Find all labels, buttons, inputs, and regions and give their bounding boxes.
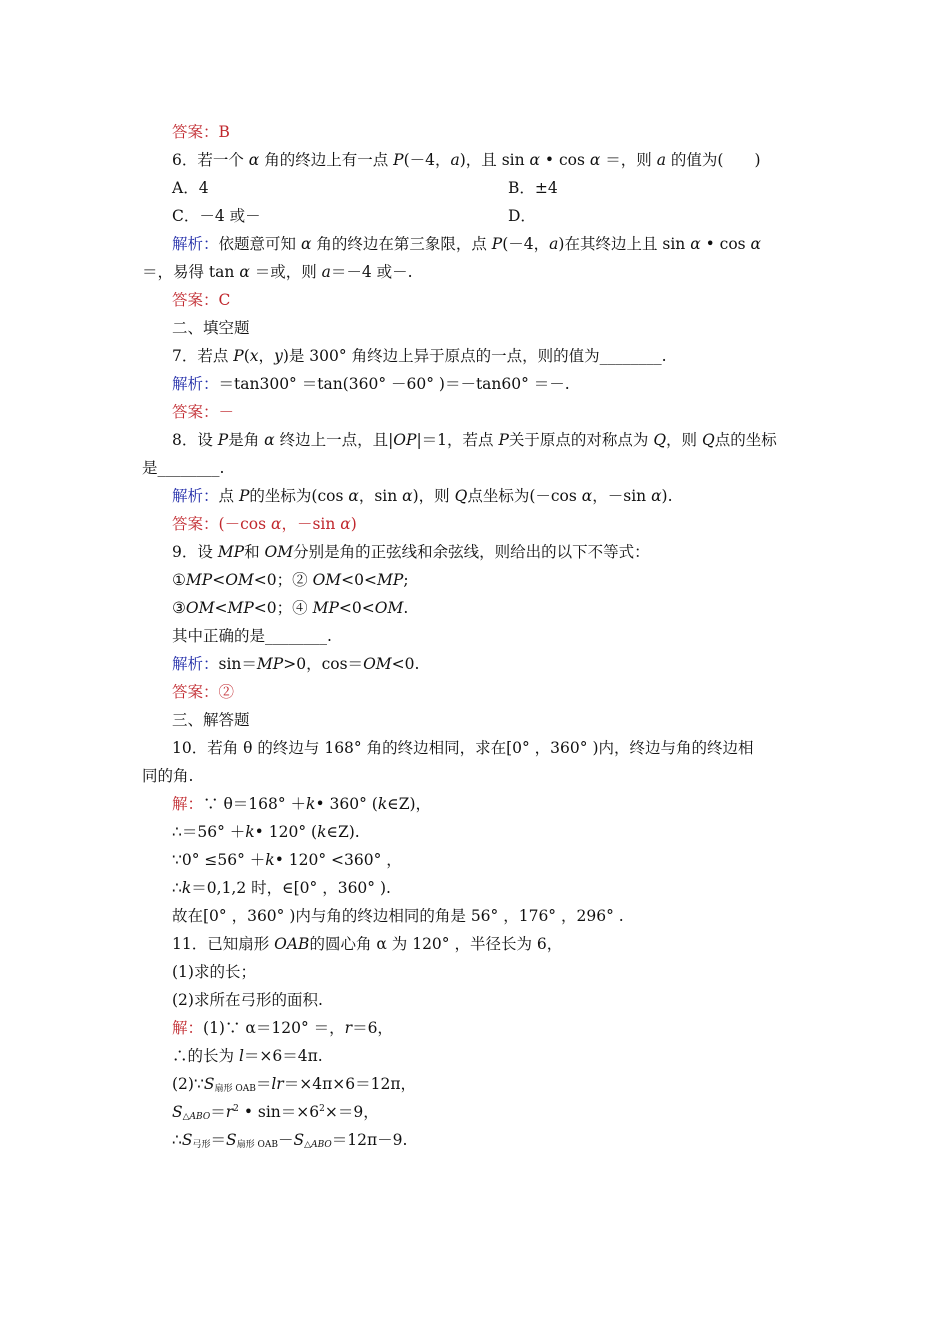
- text-run: ，－sin: [592, 487, 652, 505]
- text-run: α: [529, 151, 540, 169]
- question-11: [172, 934, 562, 954]
- answer-line: [172, 514, 357, 534]
- text-run: l: [271, 1075, 277, 1093]
- solution-11-step2: [172, 1046, 323, 1066]
- text-run: OM: [185, 599, 215, 617]
- text-run: OM: [312, 571, 342, 589]
- text-run: 解：: [172, 795, 204, 813]
- text-run: α: [750, 235, 762, 253]
- answer-line: [172, 682, 234, 702]
- text-run: Q: [454, 487, 468, 505]
- text-run: <0；②: [253, 571, 313, 589]
- solution-10-step3: [172, 850, 402, 870]
- text-run: ②: [218, 683, 235, 701]
- text-run: ＝6，: [352, 1019, 393, 1037]
- question-11-part2: (2)求所在弓形的面积.: [172, 991, 323, 1009]
- text-run: • cos: [700, 235, 751, 253]
- text-run: 解析：: [172, 655, 219, 673]
- text-run: ＝－4 或－.: [330, 263, 413, 281]
- text-run: α: [589, 151, 601, 169]
- text-run: C: [218, 291, 231, 309]
- text-run: MP: [217, 543, 245, 561]
- text-run: sin＝: [218, 655, 257, 673]
- text-run: k: [181, 879, 192, 897]
- text-run: 2: [319, 1104, 325, 1114]
- question-6: [172, 150, 761, 170]
- text-run: >0，cos＝: [283, 655, 364, 673]
- text-run: ＝×6＝4π.: [243, 1047, 323, 1065]
- option-d: D．: [508, 207, 536, 225]
- text-run: <0<: [341, 571, 377, 589]
- text-run: 点的坐标: [714, 431, 777, 449]
- text-run: <0；④: [253, 599, 313, 617]
- text-run: l: [238, 1047, 244, 1065]
- text-run: 7．若点: [172, 347, 234, 365]
- text-run: 分别是角的正弦线和余弦线，则给出的以下不等式：: [293, 543, 650, 561]
- text-run: 点坐标为(－cos: [467, 487, 582, 505]
- text-run: α: [340, 515, 351, 533]
- text-run: △ABO: [304, 1140, 332, 1150]
- text-run: OAB: [274, 935, 310, 953]
- text-run: 9．设: [172, 543, 218, 561]
- text-run: ③: [172, 599, 186, 617]
- text-run: k: [317, 823, 327, 841]
- text-run: ∴的长为: [172, 1047, 239, 1065]
- text-run: 和: [244, 543, 265, 561]
- text-run: .: [403, 599, 409, 617]
- text-run: ;: [403, 571, 409, 589]
- text-run: OM: [374, 599, 404, 617]
- text-run: α: [239, 263, 250, 281]
- text-run: α: [248, 151, 260, 169]
- text-run: ＝0,1,2 时，∈[0° ，360° ).: [191, 879, 391, 897]
- text-run: ＝: [210, 1103, 226, 1121]
- text-run: • cos: [540, 151, 590, 169]
- text-run: r: [344, 1019, 353, 1037]
- text-run: 是角: [228, 431, 265, 449]
- text-run: ): [350, 515, 357, 533]
- text-run: S: [226, 1131, 237, 1149]
- text-run: ∴: [172, 1131, 182, 1149]
- text-run: ∴: [172, 879, 182, 897]
- text-run: －: [218, 403, 235, 421]
- text-run: x: [249, 347, 259, 365]
- text-run: ＝，则: [600, 151, 657, 169]
- text-run: α: [690, 235, 701, 253]
- inequality-options-1: [172, 570, 409, 590]
- text-run: △ABO: [182, 1112, 211, 1122]
- text-run: 答案：: [172, 403, 219, 421]
- text-run: a: [656, 151, 666, 169]
- text-run: ∵0° ≤56° ＋: [172, 851, 266, 869]
- answer-line: [172, 402, 234, 422]
- text-run: )是 300° 角终边上异于原点的一点，则的值为________.: [282, 347, 667, 365]
- text-run: <: [212, 571, 226, 589]
- option-a: A．4: [172, 179, 209, 197]
- inequality-options-2: [172, 598, 408, 618]
- text-run: (: [243, 347, 250, 365]
- text-run: －: [278, 1131, 294, 1149]
- text-run: • 120° (: [254, 823, 318, 841]
- solution-11-step4: [172, 1102, 379, 1122]
- text-run: k: [265, 851, 275, 869]
- text-run: ×＝9，: [324, 1103, 379, 1121]
- analysis-6-line2: [142, 262, 413, 282]
- text-run: ＝×4π×6＝12π，: [283, 1075, 417, 1093]
- text-run: ＝，易得 tan: [142, 263, 240, 281]
- text-run: ∴＝56° ＋: [172, 823, 246, 841]
- text-run: Q: [653, 431, 667, 449]
- text-run: 2: [233, 1104, 239, 1114]
- text-run: 终边上一点，且|: [274, 431, 394, 449]
- text-run: <0.: [391, 655, 420, 673]
- text-run: )，且 sin: [459, 151, 530, 169]
- question-10-line2: 同的角.: [142, 767, 194, 785]
- text-run: 关于原点的对称点为: [508, 431, 654, 449]
- analysis-9: [172, 654, 419, 674]
- text-run: α: [270, 515, 282, 533]
- text-run: 的值为( ): [665, 151, 761, 169]
- answer-line: [172, 122, 230, 142]
- text-run: OM: [363, 655, 392, 673]
- text-run: r: [276, 1075, 284, 1093]
- analysis-8: [172, 486, 673, 506]
- text-run: 点: [218, 487, 239, 505]
- text-run: k: [377, 795, 388, 813]
- answer-label: 答案：: [172, 123, 219, 141]
- text-run: OM: [225, 571, 254, 589]
- text-run: ＝tan300° ＝tan(360° －60° )＝－tan60° ＝－.: [218, 375, 570, 393]
- text-run: a: [321, 263, 331, 281]
- option-b: B．±4: [508, 179, 558, 197]
- text-run: 角的终边在第三象限，点: [311, 235, 492, 253]
- text-run: <: [214, 599, 228, 617]
- text-run: 解析：: [172, 487, 219, 505]
- text-run: P: [491, 235, 503, 253]
- text-run: ，则: [666, 431, 702, 449]
- text-run: ，: [258, 347, 275, 365]
- section-heading: 三、解答题: [172, 711, 250, 729]
- text-run: P: [393, 151, 404, 169]
- section-heading: 二、填空题: [172, 319, 250, 337]
- text-run: 角的终边上有一点: [259, 151, 394, 169]
- text-run: 答案：: [172, 515, 219, 533]
- answer-line: [172, 290, 230, 310]
- text-run: ＝12π－9.: [331, 1131, 408, 1149]
- text-run: 弓形: [192, 1140, 211, 1150]
- text-run: 8．设: [172, 431, 218, 449]
- text-run: ，sin: [358, 487, 403, 505]
- text-run: P: [238, 487, 250, 505]
- text-run: α: [300, 235, 312, 253]
- text-run: 11．已知扇形: [172, 935, 275, 953]
- text-run: r: [225, 1103, 234, 1121]
- text-run: |＝1，若点: [416, 431, 499, 449]
- text-run: 扇形 OAB: [236, 1140, 279, 1150]
- text-run: ∈Z).: [326, 823, 360, 841]
- text-run: y: [274, 347, 283, 365]
- analysis-7: [172, 374, 570, 394]
- text-run: P: [233, 347, 244, 365]
- text-run: k: [306, 795, 316, 813]
- text-run: • sin＝×6: [238, 1103, 320, 1121]
- text-run: • 360° (: [315, 795, 378, 813]
- question-8: [172, 430, 777, 450]
- text-run: (2)∵: [172, 1075, 204, 1093]
- text-run: ＝: [210, 1131, 227, 1149]
- analysis-label: 解析：: [172, 235, 219, 253]
- text-run: α: [348, 487, 359, 505]
- text-run: (1)∵ α＝120° ＝，: [203, 1019, 345, 1037]
- text-run: MP: [185, 571, 213, 589]
- text-run: 依题意可知: [218, 235, 301, 253]
- solution-11-step3: [172, 1074, 416, 1094]
- text-run: P: [498, 431, 509, 449]
- text-run: OM: [264, 543, 294, 561]
- text-run: P: [217, 431, 229, 449]
- text-run: ＝: [255, 1075, 272, 1093]
- solution-10-step4: [172, 878, 391, 898]
- text-run: ，－sin: [281, 515, 341, 533]
- text-run: ∵ θ＝168° ＋: [203, 795, 307, 813]
- text-run: (－4，: [502, 235, 550, 253]
- solution-10-conclusion: 故在[0° ，360° )内与角的终边相同的角是 56° ，176° ，296° .: [172, 907, 624, 925]
- text-run: S: [181, 1131, 193, 1149]
- text-run: MP: [312, 599, 339, 617]
- text-run: S: [203, 1075, 215, 1093]
- solution-10-step2: [172, 822, 360, 842]
- solution-11-step1: [172, 1018, 393, 1038]
- text-run: S: [293, 1131, 305, 1149]
- text-run: 的坐标为(cos: [249, 487, 349, 505]
- text-run: α: [581, 487, 593, 505]
- text-run: 解析：: [172, 375, 219, 393]
- text-run: • 120° <360° ，: [274, 851, 402, 869]
- text-run: MP: [377, 571, 404, 589]
- text-run: α: [402, 487, 413, 505]
- solution-10-step1: [172, 794, 431, 814]
- text-run: k: [245, 823, 255, 841]
- question-11-part1: (1)求的长；: [172, 963, 256, 981]
- text-run: a: [549, 235, 559, 253]
- text-run: )在其终边上且 sin: [558, 235, 691, 253]
- text-run: MP: [227, 599, 254, 617]
- text-run: α: [651, 487, 662, 505]
- text-run: )，则: [412, 487, 455, 505]
- text-run: 答案：: [172, 683, 219, 701]
- solution-11-step5: [172, 1130, 407, 1150]
- text-run: ).: [661, 487, 673, 505]
- text-run: MP: [256, 655, 284, 673]
- question-9: [172, 542, 650, 562]
- option-c: C．－4 或－: [172, 207, 261, 225]
- text-run: (－4，: [403, 151, 451, 169]
- text-run: OP: [393, 431, 417, 449]
- question-8-line2: 是________.: [142, 459, 225, 477]
- analysis-6: [172, 234, 761, 254]
- text-run: a: [450, 151, 460, 169]
- text-run: <0<: [338, 599, 375, 617]
- text-run: 答案：: [172, 291, 219, 309]
- text-run: ∈Z)，: [387, 795, 432, 813]
- question-9-prompt: 其中正确的是________.: [172, 627, 332, 645]
- text-run: 解：: [172, 1019, 204, 1037]
- text-run: 的圆心角 α 为 120° ，半径长为 6，: [309, 935, 563, 953]
- text-run: (－cos: [218, 515, 271, 533]
- question-10: 10．若角 θ 的终边与 168° 角的终边相同，求在[0° ，360° )内，终边与角的终边相: [172, 739, 754, 757]
- text-run: 扇形 OAB: [214, 1084, 256, 1094]
- question-7: [172, 346, 667, 366]
- text-run: S: [172, 1103, 183, 1121]
- text-run: ①: [172, 571, 186, 589]
- text-run: 6．若一个: [172, 151, 249, 169]
- text-run: ＝或，则: [249, 263, 322, 281]
- text-run: Q: [701, 431, 715, 449]
- answer-value: B: [218, 123, 230, 141]
- text-run: α: [264, 431, 275, 449]
